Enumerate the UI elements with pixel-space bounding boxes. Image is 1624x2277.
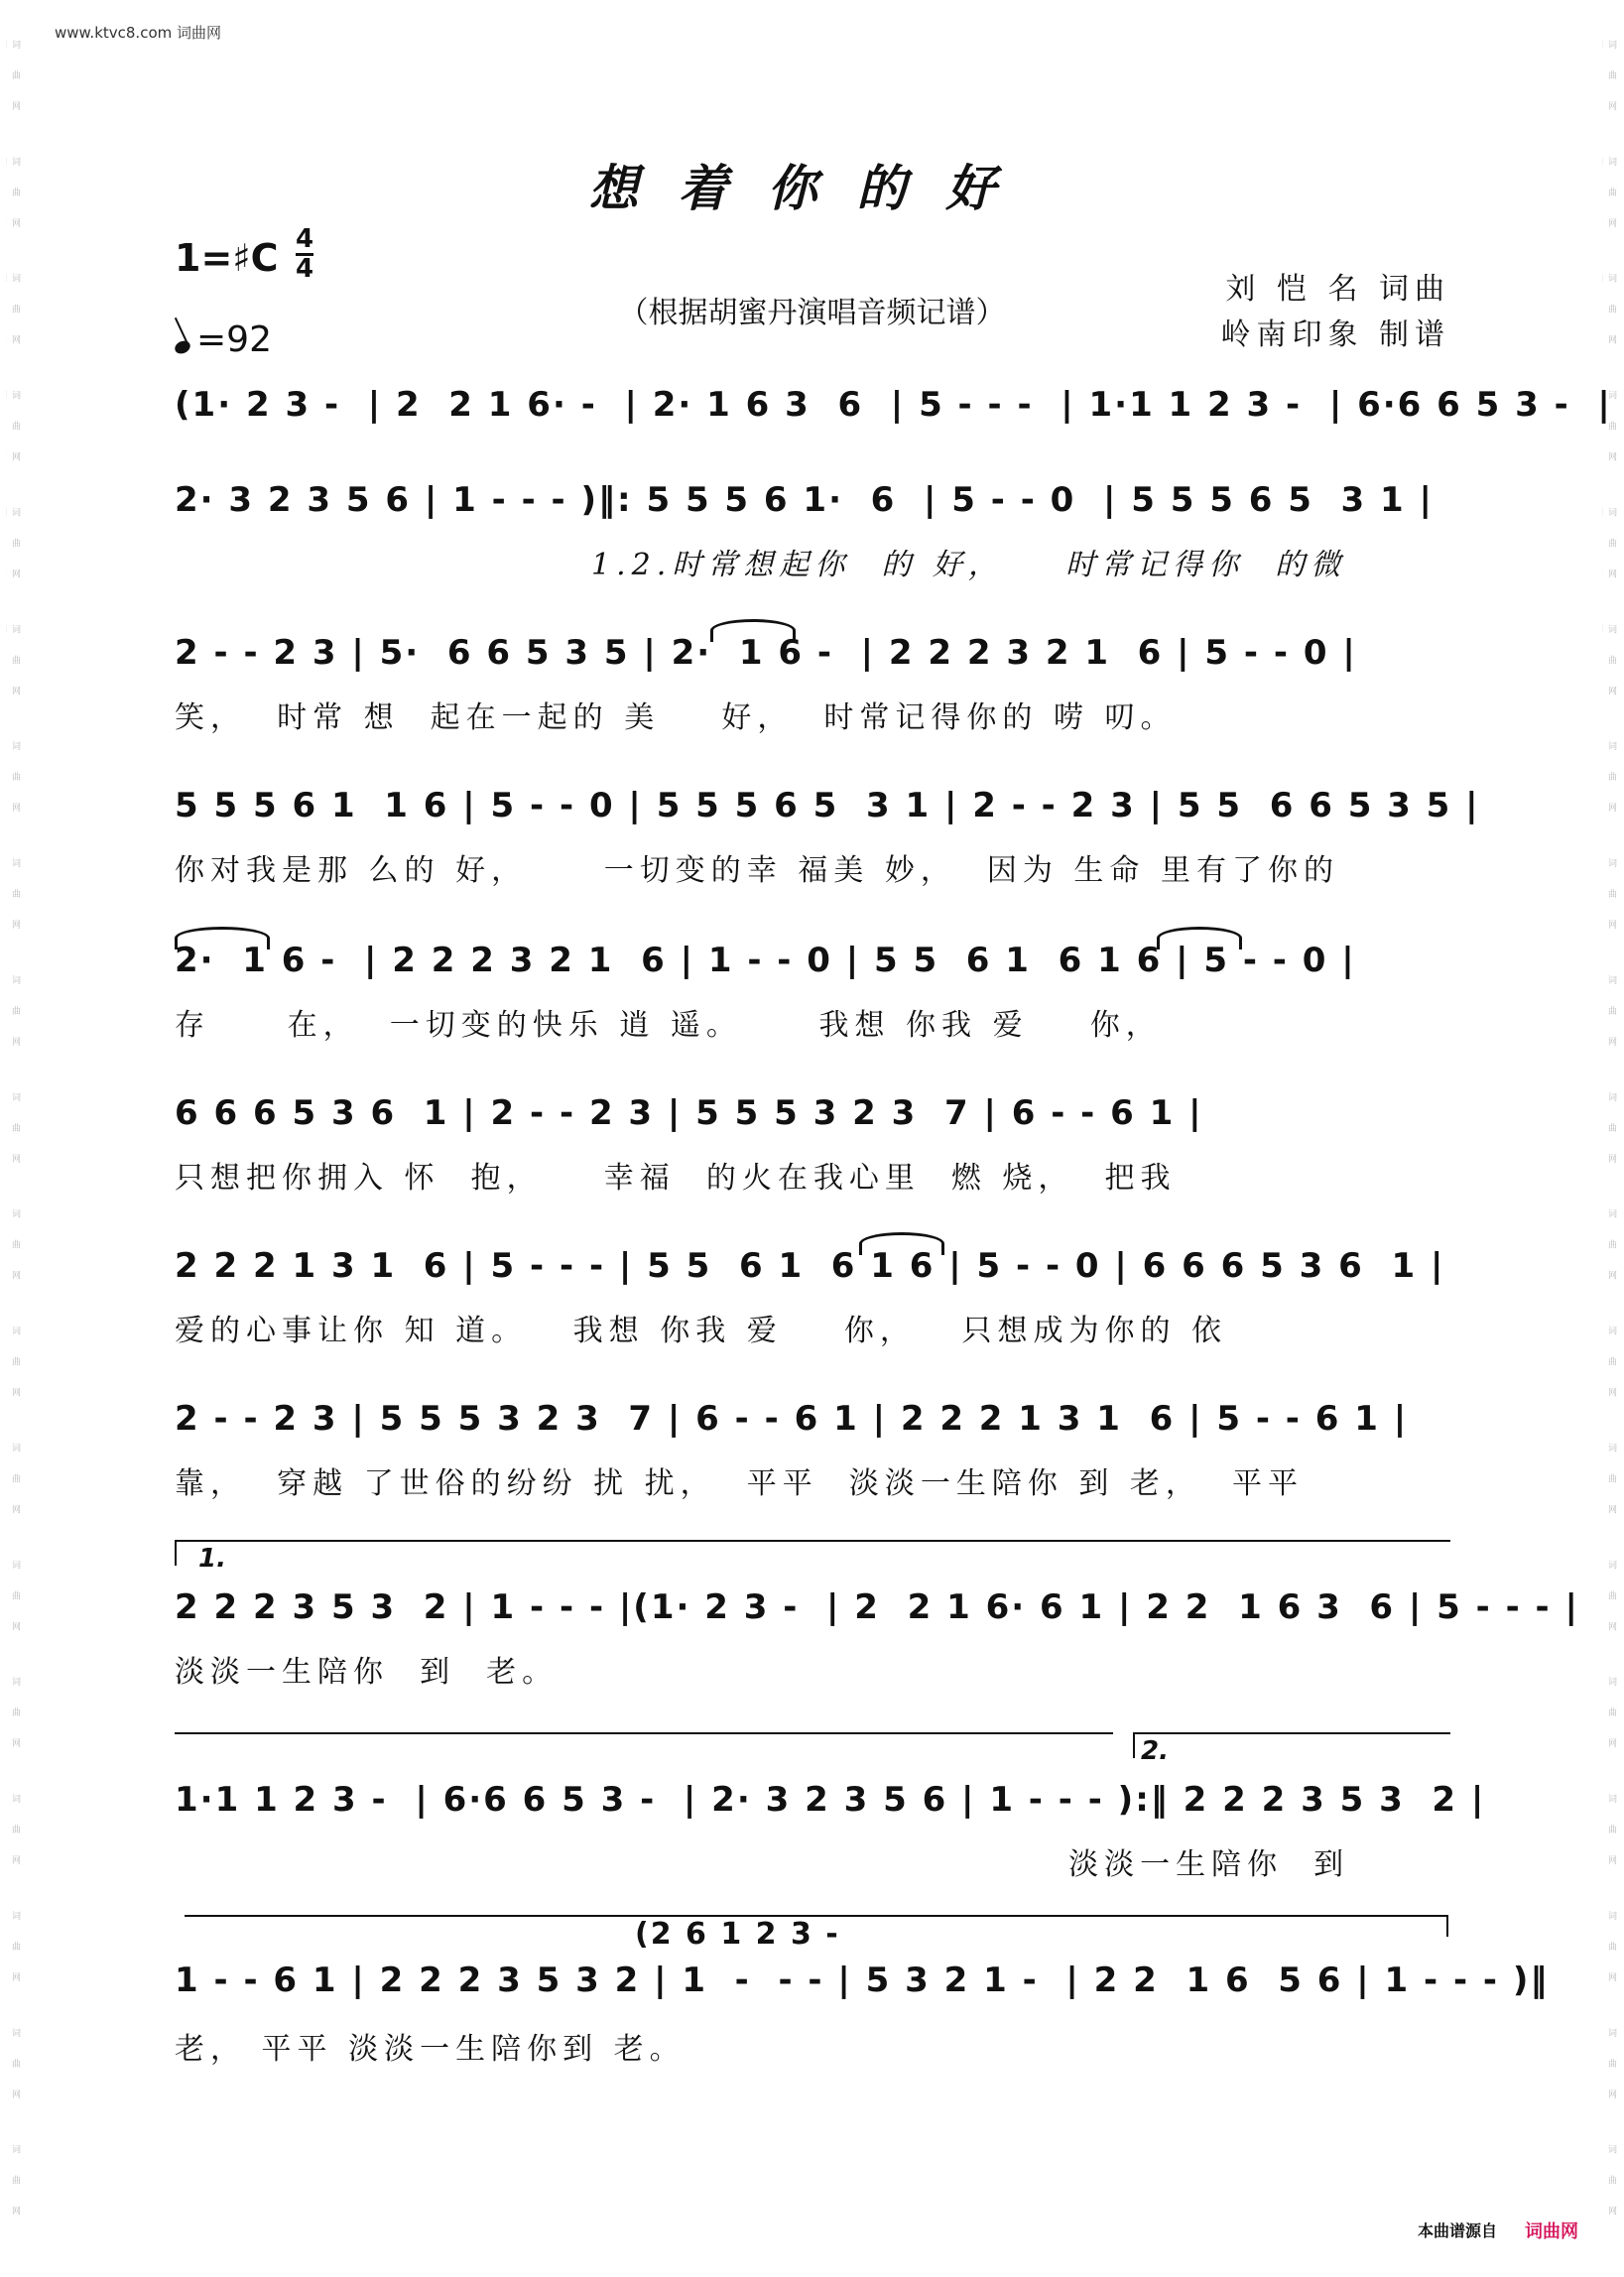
side-watermark-right: 词曲网 词曲网 词曲网 词曲网 词曲网 词曲网 词曲网 词曲网 词曲网 词曲网 词曲网 词曲网 词曲网 词曲网 词曲网 词曲网 词曲网 词曲网 词曲网 <box>1606 40 1616 2237</box>
lyric-line: 笑， 时常 想 起在一起的 美 好， 时常记得你的 唠 叨。 <box>175 700 1177 735</box>
lyric-line: 存 在， 一切变的快乐 逍 遥。 我想 你我 爱 你， <box>175 1008 1162 1043</box>
first-ending-bracket <box>175 1540 1450 1542</box>
footer-site-logo[interactable]: 词曲网 <box>1525 2221 1578 2242</box>
notation-line: 2 - - 2 3 | 5 5 5 3 2 3 7 | 6 - - 6 1 | 2 2 2 1 3 1 6 | 5 - - 6 1 | <box>175 1399 1409 1439</box>
notation-line: 2 2 2 3 5 3 2 | 1 - - - |(1· 2 3 - | 2 2 1 6· 6 1 | 2 2 1 6 3 6 | 5 - - - | <box>175 1587 1579 1627</box>
notation-line: 1 - - 6 1 | 2 2 2 3 5 3 2 | 1 - - - | 5 3 2 1 - | 2 2 1 6 5 6 | 1 - - - )‖ <box>175 1961 1550 2000</box>
footer-source-label: 本曲谱源自 <box>1417 2221 1497 2240</box>
lyric-line: 你对我是那 么的 好， 一切变的幸 福美 妙， 因为 生命 里有了你的 <box>175 853 1339 888</box>
separator-line <box>175 1732 1113 1734</box>
second-ending-bracket-left <box>1133 1732 1135 1758</box>
side-watermark-left: 词曲网 词曲网 词曲网 词曲网 词曲网 词曲网 词曲网 词曲网 词曲网 词曲网 词曲网 词曲网 词曲网 词曲网 词曲网 词曲网 词曲网 词曲网 词曲网 <box>10 40 20 2237</box>
notation-line: 6 6 6 5 3 6 1 | 2 - - 2 3 | 5 5 5 3 2 3 7 | 6 - - 6 1 | <box>175 1093 1203 1133</box>
notation-line: 2 - - 2 3 | 5· 6 6 5 3 5 | 2· 1 6 - | 2 2 2 3 2 1 6 | 5 - - 0 | <box>175 633 1357 673</box>
time-signature-top: 4 <box>296 224 314 254</box>
credit-transcriber: 岭南印象 制谱 <box>1220 317 1450 352</box>
tempo-marking: =92 <box>175 319 272 360</box>
time-signature-bottom: 4 <box>296 254 314 284</box>
notation-line: 5 5 5 6 1 1 6 | 5 - - 0 | 5 5 5 6 5 3 1 | 2 - - 2 3 | 5 5 6 6 5 3 5 | <box>175 786 1480 825</box>
quarter-note-icon <box>173 338 192 356</box>
lyric-line: 老， 平平 淡淡一生陪你到 老。 <box>175 2032 686 2067</box>
key-signature: 1=♯C <box>175 236 279 280</box>
first-ending-bracket-left <box>175 1540 177 1566</box>
alternate-phrase: (2 6 1 2 3 - <box>635 1917 840 1952</box>
site-url[interactable]: www.ktvc8.com 词曲网 <box>55 24 222 42</box>
lyric-line: 淡淡一生陪你 到 老。 <box>175 1655 559 1690</box>
notation-line: 2 2 2 1 3 1 6 | 5 - - - | 5 5 6 1 6 1 6 | 5 - - 0 | 6 6 6 5 3 6 1 | <box>175 1246 1445 1286</box>
lyric-line: 爱的心事让你 知 道。 我想 你我 爱 你， 只想成为你的 依 <box>175 1314 1228 1348</box>
notation-line: 2· 1 6 - | 2 2 2 3 2 1 6 | 1 - - 0 | 5 5 6 1 6 1 6 | 5 - - 0 | <box>175 941 1356 980</box>
second-ending-number: 2. <box>1141 1736 1169 1766</box>
lyric-line: 淡淡一生陪你 到 <box>175 1847 1350 1882</box>
lyric-line: 靠， 穿越 了世俗的纷纷 扰 扰， 平平 淡淡一生陪你 到 老， 平平 <box>175 1466 1304 1501</box>
song-title: 想着你的好 <box>588 159 1036 217</box>
notation-line: (1· 2 3 - | 2 2 1 6· - | 2· 1 6 3 6 | 5 - - - | 1·1 1 2 3 - | 6·6 6 5 3 - | <box>175 385 1612 425</box>
credit-lyricist-composer: 刘 恺 名 词曲 <box>1225 272 1450 307</box>
first-ending-number: 1. <box>198 1544 226 1574</box>
time-signature <box>296 226 313 282</box>
second-ending-bracket <box>1133 1732 1450 1734</box>
notation-line: 1·1 1 2 3 - | 6·6 6 5 3 - | 2· 3 2 3 5 6 | 1 - - - ):‖ 2 2 2 3 5 3 2 | <box>175 1780 1486 1820</box>
notation-line: 2· 3 2 3 5 6 | 1 - - - )‖: 5 5 5 6 1· 6 | 5 - - 0 | 5 5 5 6 5 3 1 | <box>175 480 1434 520</box>
lyric-line: 只想把你拥入 怀 抱， 幸福 的火在我心里 燃 烧， 把我 <box>175 1161 1177 1196</box>
subtitle: （根据胡蜜丹演唱音频记谱） <box>618 296 1006 330</box>
coda-bracket-right <box>1446 1915 1448 1937</box>
lyric-line: 1.2.时常想起你 的 好， 时常记得你 的微 <box>591 548 1347 582</box>
